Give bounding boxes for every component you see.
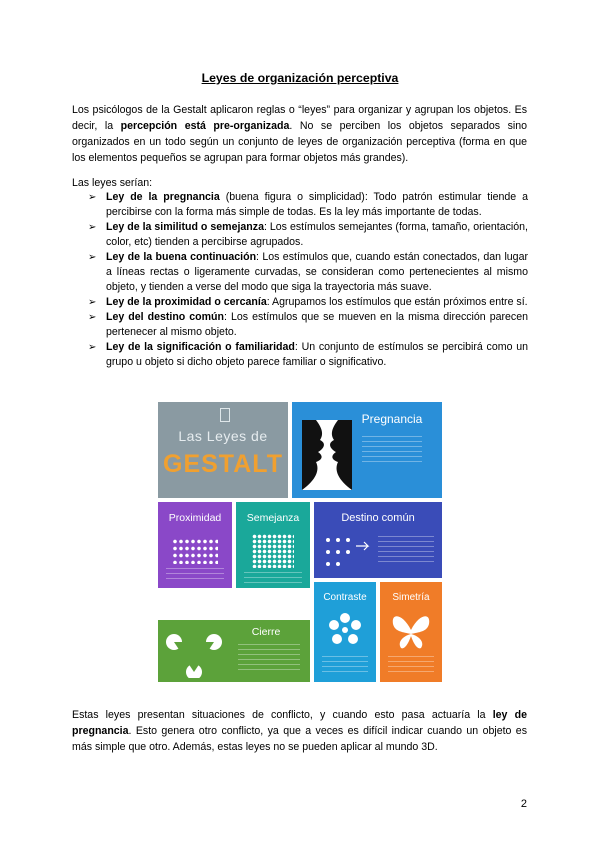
law-name: Ley de la similitud o semejanza [106, 221, 264, 233]
contraste-caption-placeholder [322, 656, 368, 674]
contraste-title: Contraste [323, 592, 367, 603]
conclusion-paragraph [72, 707, 527, 755]
rubin-vase-icon [302, 420, 352, 490]
law-item [88, 220, 528, 250]
common-fate-icon [322, 532, 372, 572]
conclusion-text-2: . Esto genera otro conflicto, ya que a veces es difícil indicar cuando un objeto es más simple que otro. Además, estas leyes no se pueden aplicar al mundo 3D. [72, 725, 527, 753]
law-name: Ley de la buena continuación [106, 251, 257, 263]
law-item [88, 310, 528, 340]
contrast-flower-icon [325, 610, 365, 650]
proximidad-title: Proximidad [168, 512, 222, 524]
cierre-caption-placeholder [238, 644, 300, 674]
arrow-bullet-icon: ➢ [88, 342, 97, 353]
conclusion-text-1: Estas leyes presentan situaciones de conflicto, y cuando esto pasa actuaría la [72, 709, 493, 721]
gestalt-infographic [154, 394, 445, 687]
law-item [88, 295, 528, 310]
proximidad-caption-placeholder [166, 568, 224, 582]
simetria-caption-placeholder [388, 656, 434, 674]
destino-caption-placeholder [378, 536, 434, 564]
cierre-tile [158, 620, 310, 682]
law-text: : Un conjunto de estímulos se percibirá como un grupo u objeto si dicho objeto parece familiar o significativo. [106, 341, 528, 368]
arrow-bullet-icon: ➢ [88, 192, 97, 203]
page-title: Leyes de organización perceptiva [201, 71, 399, 85]
gestalt-header-small: Las Leyes de [178, 428, 268, 444]
semejanza-tile [236, 502, 310, 588]
conclusion-bold: ley de pregnancia [72, 709, 527, 737]
cierre-title: Cierre [251, 626, 281, 638]
law-name: Ley de la proximidad o cercanía [106, 296, 267, 308]
law-name: Ley del destino común [106, 311, 225, 323]
destino-comun-title: Destino común [341, 512, 415, 524]
law-name: Ley de la significación o familiaridad [106, 341, 295, 353]
law-item [88, 250, 528, 295]
proximidad-dots-icon [172, 538, 218, 564]
contraste-tile [314, 582, 376, 682]
laws-intro: Las leyes serían: [72, 177, 153, 189]
arrow-bullet-icon: ➢ [88, 222, 97, 233]
pregnancia-tile [292, 402, 442, 498]
kanizsa-triangle-icon [164, 628, 224, 678]
law-text: : Los estímulos semejantes (forma, tamaño, orientación, color, etc) tienden a percibirse agrupados. [106, 221, 528, 248]
pregnancia-caption-placeholder [362, 436, 422, 464]
law-name: Ley de la pregnancia [106, 191, 220, 203]
arrow-bullet-icon: ➢ [88, 252, 97, 263]
intro-paragraph [72, 102, 527, 166]
simetria-title: Simetría [392, 592, 430, 603]
intro-bold: percepción está pre-organizada [120, 120, 290, 132]
semejanza-caption-placeholder [244, 572, 302, 584]
pregnancia-title: Pregnancia [361, 412, 423, 426]
butterfly-icon [389, 610, 433, 650]
semejanza-pattern-icon [252, 534, 294, 568]
laws-list [88, 190, 528, 370]
arrow-bullet-icon: ➢ [88, 312, 97, 323]
gestalt-header-big: GESTALT [163, 450, 283, 478]
destino-comun-tile [314, 502, 442, 578]
law-text: (buena figura o simplicidad): Todo patrón estimular tiende a percibirse con la forma más simple de todas. Es la ley más importante de todas. [106, 191, 528, 218]
law-text: : Agrupamos los estímulos que están próximos entre sí. [266, 296, 528, 308]
gestalt-logo-icon [220, 408, 230, 422]
law-text: : Los estímulos que se mueven en la misma dirección parecen pertenecer al mismo objeto. [106, 311, 528, 338]
proximidad-tile [158, 502, 232, 588]
law-text: : Los estímulos que, cuando están conectados, dan lugar a líneas rectas o ligeramente curvadas, se consideran como pertenecientes al mismo objeto, y tienden a verse del modo que siga la trayectoria más suave. [106, 251, 528, 293]
semejanza-title: Semejanza [246, 512, 300, 524]
page-number: 2 [520, 798, 527, 810]
intro-text-2: . No se perciben los objetos separados sino organizados en un todo según un conjunto de leyes de organización perceptiva (forma en que los elementos pequeños se agrupan para formar objetos más grandes). [72, 120, 527, 164]
law-item [88, 340, 528, 370]
law-item [88, 190, 528, 220]
arrow-bullet-icon: ➢ [88, 297, 97, 308]
intro-text-1: Los psicólogos de la Gestalt aplicaron reglas o “leyes” para organizar y agrupan los objetos. Es decir, la [72, 104, 527, 132]
gestalt-header-tile [158, 402, 288, 498]
simetria-tile [380, 582, 442, 682]
